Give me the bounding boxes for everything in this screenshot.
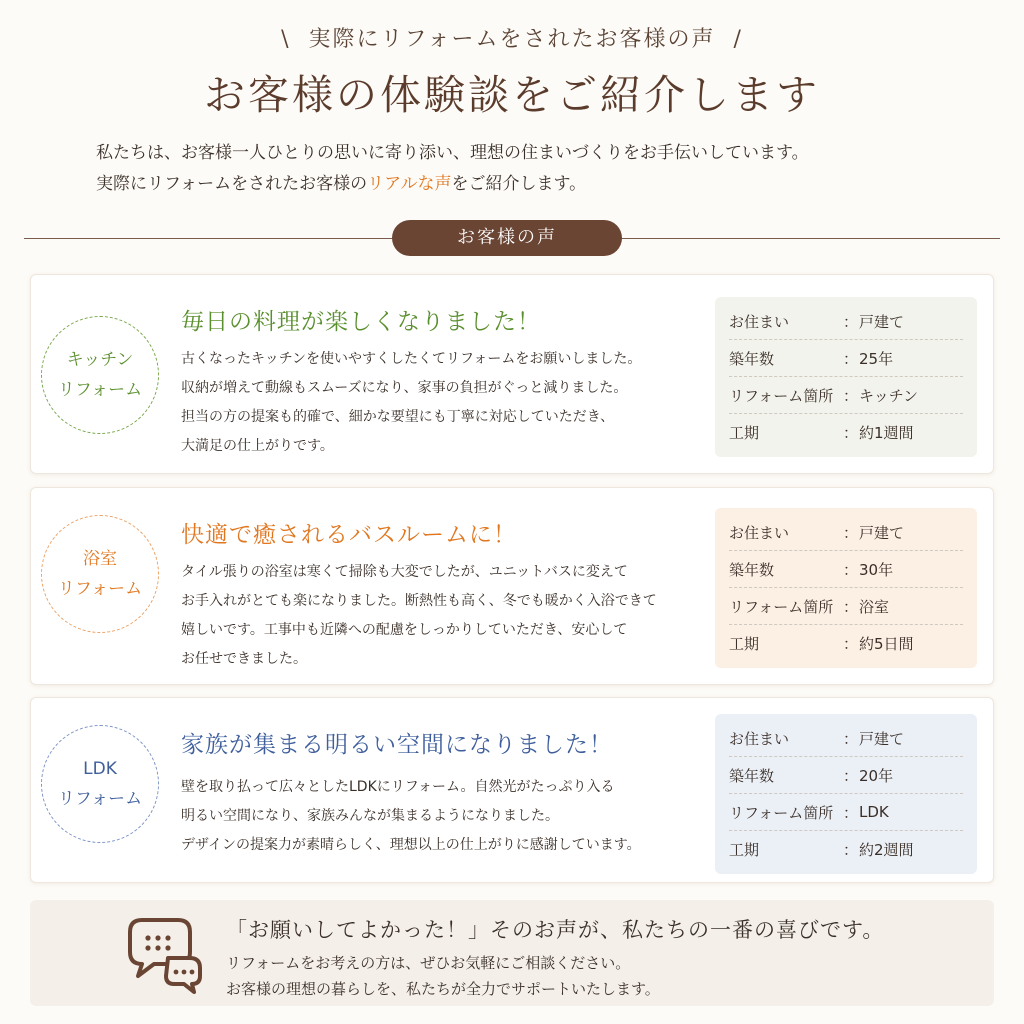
info-row-age	[729, 551, 963, 588]
info-separator: ：	[843, 635, 859, 653]
info-key: リフォーム箇所	[729, 803, 834, 822]
info-row-duration	[729, 625, 963, 662]
category-badge-kitchen	[41, 316, 159, 434]
info-key: 工期	[729, 424, 760, 442]
info-key: 工期	[729, 635, 760, 653]
info-key: 築年数	[729, 560, 775, 579]
info-separator: ：	[843, 424, 859, 442]
info-separator: ：	[843, 386, 859, 405]
intro-line-2	[96, 169, 956, 200]
eyebrow-slash-right: /	[733, 27, 743, 52]
card-body-line: 古くなったキッチンを使いやすくしたくてリフォームをお願いしました。	[181, 351, 642, 367]
closing-line-1: リフォームをお考えの方は、ぜひお気軽にご相談ください。	[226, 954, 631, 972]
card-title: 快適で癒されるバスルームに！	[181, 522, 517, 548]
category-badge-ldk	[41, 725, 159, 843]
info-panel	[715, 297, 977, 457]
testimonial-card-ldk	[30, 697, 994, 883]
info-separator: ：	[843, 312, 859, 331]
info-separator: ：	[843, 766, 859, 785]
card-body-line: お手入れがとても楽になりました。断熱性も高く、冬でも暖かく入浴できて	[181, 593, 657, 609]
intro-text	[96, 138, 956, 200]
info-row-residence	[729, 720, 963, 757]
info-key: リフォーム箇所	[729, 597, 834, 616]
info-key: お住まい	[729, 523, 790, 542]
info-row-area	[729, 588, 963, 625]
info-separator: ：	[843, 560, 859, 579]
card-body	[181, 558, 721, 674]
card-body-line: デザインの提案力が素晴らしく、理想以上の仕上がりに感謝しています。	[181, 837, 641, 853]
info-value: キッチン	[859, 386, 918, 405]
info-panel	[715, 508, 977, 668]
info-separator: ：	[843, 349, 859, 368]
testimonial-card-kitchen	[30, 274, 994, 474]
info-separator: ：	[843, 523, 859, 542]
card-body-line: 担当の方の提案も的確で、細かな要望にも丁寧に対応していただき、	[181, 409, 615, 425]
info-value: LDK	[859, 803, 889, 821]
intro-accent-text: リアルな声	[367, 174, 452, 194]
card-title: 毎日の料理が楽しくなりました！	[181, 309, 541, 335]
eyebrow-text: 実際にリフォームをされたお客様の声	[308, 27, 716, 52]
info-value: 約1週間	[859, 424, 914, 442]
badge-line-1: キッチン	[66, 350, 134, 370]
info-separator: ：	[843, 729, 859, 748]
info-panel	[715, 714, 977, 874]
info-row-area	[729, 377, 963, 414]
closing-title: 「お願いしてよかった！」そのお声が、私たちの一番の喜びです。	[226, 918, 885, 942]
info-row-residence	[729, 303, 963, 340]
card-title: 家族が集まる明るい空間になりました！	[181, 732, 613, 758]
info-value: 20年	[859, 766, 894, 785]
badge-line-1: LDK	[83, 759, 117, 779]
info-separator: ：	[843, 841, 859, 859]
info-separator: ：	[843, 597, 859, 616]
info-key: 築年数	[729, 766, 775, 785]
intro-line-2-before: 実際にリフォームをされたお客様の	[96, 174, 368, 194]
testimonial-card-bath	[30, 487, 994, 685]
eyebrow-heading	[0, 22, 1024, 53]
badge-line-2: リフォーム	[57, 789, 143, 809]
card-body-line: 嬉しいです。工事中も近隣への配慮をしっかりしていただき、安心して	[181, 622, 628, 638]
info-row-age	[729, 757, 963, 794]
badge-line-2: リフォーム	[57, 579, 143, 599]
info-value: 約5日間	[859, 635, 914, 653]
badge-line-2: リフォーム	[57, 380, 143, 400]
card-body-line: お任せできました。	[181, 651, 307, 667]
closing-message-box	[30, 900, 994, 1006]
info-value: 約2週間	[859, 841, 914, 859]
info-row-area	[729, 794, 963, 831]
closing-line-2: お客様の理想の暮らしを、私たちが全力でサポートいたします。	[226, 980, 660, 998]
info-value: 戸建て	[859, 312, 905, 331]
info-value: 25年	[859, 349, 894, 368]
card-body	[181, 773, 721, 860]
badge-line-1: 浴室	[83, 549, 117, 569]
info-row-age	[729, 340, 963, 377]
intro-line-2-after: をご紹介します。	[451, 174, 587, 194]
section-label: お客様の声	[392, 220, 622, 256]
info-key: 築年数	[729, 349, 775, 368]
info-value: 戸建て	[859, 523, 905, 542]
info-value: 30年	[859, 560, 894, 579]
info-value: 浴室	[859, 597, 890, 616]
info-row-duration	[729, 831, 963, 868]
card-body-line: 明るい空間になり、家族みんなが集まるようになりました。	[181, 808, 559, 824]
info-row-duration	[729, 414, 963, 451]
intro-line-1: 私たちは、お客様一人ひとりの思いに寄り添い、理想の住まいづくりをお手伝いしています。	[96, 143, 809, 163]
info-row-residence	[729, 514, 963, 551]
info-key: リフォーム箇所	[729, 386, 834, 405]
card-body-line: 収納が増えて動線もスムーズになり、家事の負担がぐっと減りました。	[181, 380, 628, 396]
card-body-line: 大満足の仕上がりです。	[181, 438, 334, 454]
info-key: お住まい	[729, 729, 790, 748]
card-body-line: タイル張りの浴室は寒くて掃除も大変でしたが、ユニットバスに変えて	[181, 564, 628, 580]
page-title: お客様の体験談をご紹介します	[204, 71, 820, 119]
closing-text	[226, 950, 660, 1002]
category-badge-bath	[41, 515, 159, 633]
info-key: お住まい	[729, 312, 790, 331]
card-body-line: 壁を取り払って広々としたLDKにリフォーム。自然光がたっぷり入る	[181, 779, 615, 795]
info-separator: ：	[843, 803, 859, 822]
eyebrow-slash-left: \	[281, 27, 291, 52]
chat-bubbles-icon	[118, 914, 204, 994]
card-body	[181, 345, 721, 461]
info-value: 戸建て	[859, 729, 905, 748]
info-key: 工期	[729, 841, 760, 859]
